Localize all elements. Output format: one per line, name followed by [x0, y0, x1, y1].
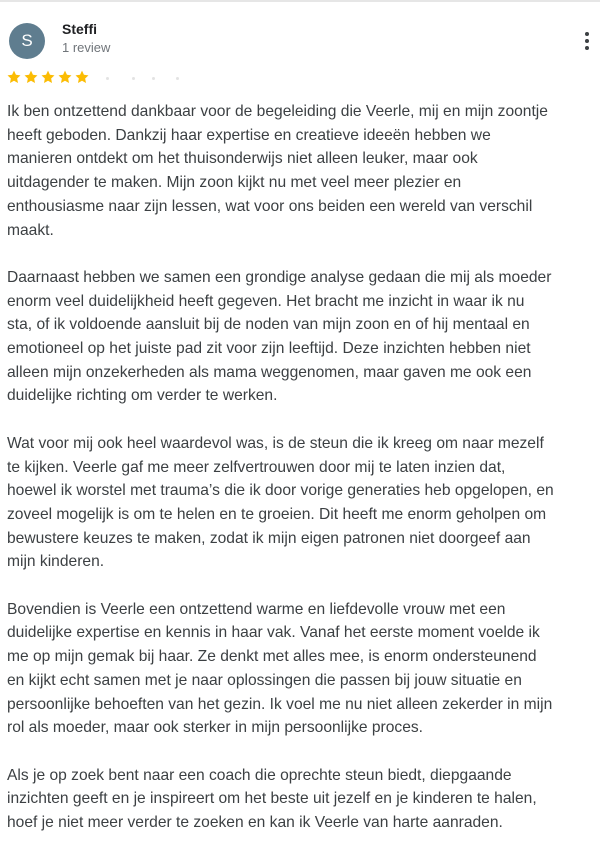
reviewer-review-count: 1 review [62, 40, 111, 55]
review-line: uitdagender te maken. Mijn zoon kijkt nu met veel meer plezier en [7, 174, 462, 192]
star-icon [6, 69, 22, 85]
review-line: sta, of ik voldoende aansluit bij de noden van mijn zoon en of hij mentaal en [7, 316, 530, 334]
review-paragraph [7, 598, 600, 740]
faded-dot [106, 77, 109, 80]
faded-dot [152, 77, 155, 80]
review-line: Daarnaast hebben we samen een grondige analyse gedaan die mij als moeder [7, 268, 552, 286]
review-line: persoonlijke behoeften van het gezin. Ik voel me nu niet alleen zekerder in mijn [7, 695, 553, 713]
review-paragraph [7, 764, 600, 835]
review-text [7, 100, 600, 858]
faded-dot [176, 77, 179, 80]
review-line: Als je op zoek bent naar een coach die oprechte steun biedt, diepgaande [7, 766, 512, 784]
review-line: duidelijke expertise en kennis in haar vak. Vanaf het eerste moment voelde ik [7, 624, 540, 642]
more-vert-icon-dot [585, 46, 589, 50]
review-line: duidelijke richting om verder te werken. [7, 387, 278, 405]
review-line: inzichten geeft en je inspireert om het beste uit jezelf en je kinderen te halen, [7, 790, 537, 808]
review-line: hoewel ik worstel met trauma’s die ik door vorige generaties heb opgelopen, en [7, 482, 554, 500]
review-line: te kijken. Veerle gaf me meer zelfvertrouwen door mij te laten inzien dat, [7, 458, 506, 476]
avatar[interactable]: S [9, 23, 45, 59]
more-vert-icon-dot [585, 39, 589, 43]
review-line: maakt. [7, 221, 54, 239]
star-icon [57, 69, 73, 85]
review-line: heeft geboden. Dankzij haar expertise en creatieve ideeën hebben we [7, 126, 491, 144]
review-line: Ik ben ontzettend dankbaar voor de begeleiding die Veerle, mij en mijn zoontje [7, 103, 548, 120]
star-icon [23, 69, 39, 85]
review-line: hoef je niet meer verder te zoeken en kan ik Veerle van harte aanraden. [7, 814, 503, 832]
faded-date-placeholder [106, 77, 186, 81]
more-vert-icon [585, 32, 589, 36]
review-line: Bovendien is Veerle een ontzettend warme en liefdevolle vrouw met een [7, 600, 506, 618]
more-options-button[interactable] [578, 28, 596, 54]
review-line: mijn kinderen. [7, 553, 105, 571]
review-header [0, 0, 600, 64]
reviewer-name[interactable]: Steffi [62, 21, 97, 37]
review-line: Wat voor mij ook heel waardevol was, is de steun die ik kreeg om naar mezelf [7, 434, 544, 452]
review-line: alleen mijn onzekerheden als mama weggenomen, maar gaven me ook een [7, 363, 532, 381]
review-line: emotioneel op het juiste pad zit voor zijn leeftijd. Deze inzichten hebben niet [7, 340, 531, 358]
review-paragraph [7, 432, 600, 574]
review-line: me op mijn gemak bij haar. Ze denkt met alles mee, is enorm ondersteunend [7, 648, 537, 666]
review-line: zoveel mogelijk is om te helen en te groeien. Dit heeft me enorm geholpen om [7, 505, 547, 523]
review-paragraph [7, 100, 600, 242]
review-line: rol als moeder, maar ook sterker in mijn persoonlijke proces. [7, 719, 424, 737]
review-line: bewustere keuzes te maken, zodat ik mijn eigen patronen niet doorgeef aan [7, 529, 531, 547]
review-paragraph [7, 266, 600, 408]
review-line: manieren ontdekt om het thuisonderwijs niet alleen leuker, maar ook [7, 150, 478, 168]
star-icon [40, 69, 56, 85]
review-line: enthousiasme naar zijn lessen, wat voor ons beiden een wereld van verschil [7, 197, 533, 215]
review-line: enorm veel duidelijkheid heeft gegeven. Het bracht me inzicht in waar ik nu [7, 292, 525, 310]
faded-dot [132, 77, 135, 80]
star-rating [6, 69, 90, 85]
review-line: en kijkt echt samen met je naar oplossingen die passen bij jouw situatie en [7, 671, 522, 689]
star-icon [74, 69, 90, 85]
